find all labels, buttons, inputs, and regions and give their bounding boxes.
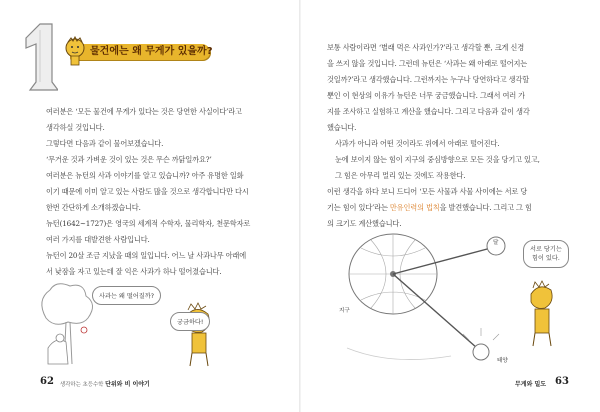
text-line: 사과가 아니라 어떤 것이라도 위에서 아래로 떨어진다. bbox=[335, 139, 500, 148]
highlight-text: 만유인력의 법칙 bbox=[389, 203, 440, 213]
text-line: 것일까?’라고 생각했습니다. 그런까지는 누구나 당연하다고 생각할 bbox=[327, 75, 530, 85]
speech-bubble: 궁금하다! bbox=[170, 312, 210, 331]
text-line: 이기 때문에 이미 알고 있는 사람도 많을 것으로 생각합니다만 다시 bbox=[46, 187, 249, 197]
paragraph bbox=[335, 152, 540, 184]
paragraph bbox=[46, 168, 249, 216]
right-page bbox=[301, 0, 600, 412]
text-line: 생각하실 것입니다. bbox=[46, 123, 105, 133]
running-head-title: 단위와 비 이야기 bbox=[105, 381, 150, 388]
paragraph bbox=[46, 248, 246, 280]
sun-label: 태양 bbox=[497, 358, 508, 364]
paragraph bbox=[46, 152, 212, 168]
running-head-title: 무게와 밀도 bbox=[515, 381, 547, 388]
text-fragment: 기는 힘이 있다’라는 bbox=[327, 203, 390, 213]
chapter-number-graphic bbox=[18, 20, 58, 92]
paragraph bbox=[46, 216, 250, 248]
earth-label: 지구 bbox=[339, 308, 350, 314]
text-line: 했습니다. bbox=[327, 123, 357, 133]
text-line: 뉴턴(1642~1727)은 영국의 세계적 수학자, 물리학자, 천문학자로 bbox=[46, 219, 251, 228]
text-line: 여러분은 뉴턴의 사과 이야기를 알고 있습니까? 아주 유명한 일화 bbox=[46, 171, 244, 180]
moon-label: 달 bbox=[493, 240, 499, 246]
text-line: 여러분은 ‘모든 물건에 무게가 있다는 것은 당연한 사실이다’라고 bbox=[46, 107, 242, 116]
paragraph bbox=[46, 136, 163, 152]
paragraph bbox=[46, 104, 242, 136]
text-line: 보통 사람이라면 ‘별래 먹은 사과인가?’라고 생각할 뿐, 크게 신경 bbox=[327, 43, 525, 52]
paragraph bbox=[327, 184, 532, 232]
kid-character-icon bbox=[62, 36, 88, 66]
speech-bubble: 서로 당기는 힘이 있다. bbox=[523, 240, 569, 268]
running-head bbox=[60, 379, 150, 388]
chapter-title: 물건에는 왜 무게가 있을까? bbox=[90, 46, 213, 57]
page-number: 63 bbox=[555, 376, 569, 387]
text-line: ‘무거운 것과 가벼운 것이 있는 것은 무슨 까닭일까요?’ bbox=[46, 155, 212, 164]
text-line: 뉴턴이 20살 조금 지났을 때의 일입니다. 어느 날 사과나무 아래에 bbox=[46, 251, 247, 260]
text-line bbox=[327, 200, 532, 216]
page-number: 62 bbox=[40, 376, 54, 387]
text-line: 지를 조사하고 실험하고 계산을 했습니다. 그리고 다음과 같이 생각 bbox=[327, 107, 530, 117]
text-line: 을 쓰지 않을 것입니다. 그런데 뉴턴은 ‘사과는 왜 아래로 떨어지는 bbox=[327, 59, 528, 69]
speech-bubble: 사과는 왜 떨어질까? bbox=[92, 286, 161, 305]
running-head-series: 생각하는 초등수학 bbox=[60, 382, 104, 388]
text-line: 뿐인 이 현상의 이유가 뉴턴은 너무 궁금했습니다. 그래서 여러 가 bbox=[327, 91, 525, 101]
text-line: 의 크기도 계산했습니다. bbox=[327, 219, 402, 229]
text-line: 서 낮잠을 자고 있는데 잘 익은 사과가 하나 떨어졌습니다. bbox=[46, 267, 222, 277]
text-line: 한번 간단하게 소개하겠습니다. bbox=[46, 203, 141, 213]
paragraph bbox=[327, 40, 530, 137]
paragraph bbox=[335, 136, 499, 152]
text-line: 그렇다면 다음과 같이 물어보겠습니다. bbox=[46, 139, 164, 148]
text-line: 눈에 보이지 않는 힘이 지구의 중심방향으로 모든 것을 당기고 있고, bbox=[335, 155, 540, 164]
text-line: 이런 생각을 하다 보니 드디어 ‘모든 사물과 사물 사이에는 서로 당 bbox=[327, 187, 528, 196]
running-head bbox=[515, 379, 546, 388]
text-fragment: 을 발견했습니다. 그리고 그 힘 bbox=[439, 203, 532, 213]
text-line: 그 힘은 아무리 멀리 있는 것에도 작용한다. bbox=[335, 171, 466, 181]
text-line: 여러 가지를 대발견한 사람입니다. bbox=[46, 235, 150, 245]
